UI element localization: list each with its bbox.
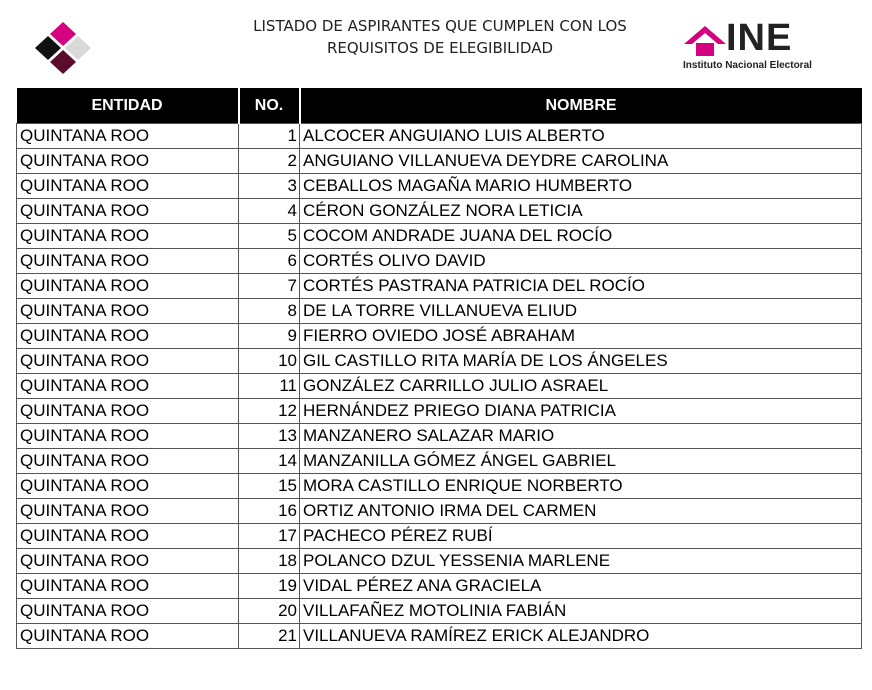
table-row (17, 599, 862, 624)
cell-entidad: QUINTANA ROO (17, 599, 239, 624)
document-header (0, 0, 872, 86)
cell-no: 5 (239, 224, 300, 249)
document-title (230, 15, 650, 59)
column-header-nombre: NOMBRE (300, 88, 862, 124)
table-row (17, 424, 862, 449)
cell-nombre: MANZANERO SALAZAR MARIO (300, 424, 862, 449)
cell-no: 10 (239, 349, 300, 374)
table-row (17, 374, 862, 399)
cell-no: 3 (239, 174, 300, 199)
table-row (17, 524, 862, 549)
cell-no: 4 (239, 199, 300, 224)
cell-entidad: QUINTANA ROO (17, 624, 239, 649)
cell-entidad: QUINTANA ROO (17, 349, 239, 374)
cell-no: 2 (239, 149, 300, 174)
cell-no: 12 (239, 399, 300, 424)
cell-entidad: QUINTANA ROO (17, 274, 239, 299)
cell-entidad: QUINTANA ROO (17, 449, 239, 474)
ine-logo (680, 17, 850, 74)
cell-nombre: DE LA TORRE VILLANUEVA ELIUD (300, 299, 862, 324)
cell-entidad: QUINTANA ROO (17, 424, 239, 449)
cell-entidad: QUINTANA ROO (17, 324, 239, 349)
table-row (17, 124, 862, 149)
ine-house-icon (684, 26, 726, 58)
table-row (17, 174, 862, 199)
cell-nombre: CORTÉS PASTRANA PATRICIA DEL ROCÍO (300, 274, 862, 299)
cell-no: 8 (239, 299, 300, 324)
cell-no: 20 (239, 599, 300, 624)
cell-nombre: MORA CASTILLO ENRIQUE NORBERTO (300, 474, 862, 499)
cell-entidad: QUINTANA ROO (17, 399, 239, 424)
cell-nombre: VILLAFAÑEZ MOTOLINIA FABIÁN (300, 599, 862, 624)
cell-no: 18 (239, 549, 300, 574)
cell-nombre: VIDAL PÉREZ ANA GRACIELA (300, 574, 862, 599)
table-row (17, 324, 862, 349)
cell-entidad: QUINTANA ROO (17, 374, 239, 399)
column-header-no: NO. (239, 88, 300, 124)
table-row (17, 399, 862, 424)
cell-no: 7 (239, 274, 300, 299)
cell-nombre: POLANCO DZUL YESSENIA MARLENE (300, 549, 862, 574)
table-body (17, 124, 862, 649)
table-header-row (17, 88, 862, 124)
cell-no: 15 (239, 474, 300, 499)
cell-entidad: QUINTANA ROO (17, 174, 239, 199)
cell-entidad: QUINTANA ROO (17, 549, 239, 574)
cell-nombre: MANZANILLA GÓMEZ ÁNGEL GABRIEL (300, 449, 862, 474)
table-row (17, 199, 862, 224)
cell-nombre: GONZÁLEZ CARRILLO JULIO ASRAEL (300, 374, 862, 399)
table-row (17, 574, 862, 599)
cell-no: 1 (239, 124, 300, 149)
cell-nombre: FIERRO OVIEDO JOSÉ ABRAHAM (300, 324, 862, 349)
cell-nombre: VILLANUEVA RAMÍREZ ERICK ALEJANDRO (300, 624, 862, 649)
cell-no: 6 (239, 249, 300, 274)
table-row (17, 274, 862, 299)
cell-nombre: HERNÁNDEZ PRIEGO DIANA PATRICIA (300, 399, 862, 424)
cell-no: 19 (239, 574, 300, 599)
column-header-entidad: ENTIDAD (17, 88, 239, 124)
cell-entidad: QUINTANA ROO (17, 474, 239, 499)
ine-logo-text: INE (726, 17, 793, 59)
cell-entidad: QUINTANA ROO (17, 524, 239, 549)
cell-no: 13 (239, 424, 300, 449)
cell-nombre: CORTÉS OLIVO DAVID (300, 249, 862, 274)
cell-nombre: COCOM ANDRADE JUANA DEL ROCÍO (300, 224, 862, 249)
table-row (17, 249, 862, 274)
table-row (17, 149, 862, 174)
cell-nombre: ORTIZ ANTONIO IRMA DEL CARMEN (300, 499, 862, 524)
cell-no: 11 (239, 374, 300, 399)
cell-nombre: ALCOCER ANGUIANO LUIS ALBERTO (300, 124, 862, 149)
cell-no: 16 (239, 499, 300, 524)
cell-no: 21 (239, 624, 300, 649)
table-row (17, 624, 862, 649)
aspirants-table (16, 88, 862, 649)
cell-nombre: PACHECO PÉREZ RUBÍ (300, 524, 862, 549)
title-line-1: LISTADO DE ASPIRANTES QUE CUMPLEN CON LOS (253, 17, 627, 35)
cell-nombre: GIL CASTILLO RITA MARÍA DE LOS ÁNGELES (300, 349, 862, 374)
table-row (17, 224, 862, 249)
cell-entidad: QUINTANA ROO (17, 224, 239, 249)
ine-diamond-logo-icon (30, 20, 96, 74)
table-row (17, 499, 862, 524)
table-row (17, 449, 862, 474)
cell-no: 14 (239, 449, 300, 474)
table-row (17, 549, 862, 574)
cell-no: 9 (239, 324, 300, 349)
cell-entidad: QUINTANA ROO (17, 124, 239, 149)
cell-entidad: QUINTANA ROO (17, 499, 239, 524)
cell-entidad: QUINTANA ROO (17, 574, 239, 599)
cell-nombre: CÉRON GONZÁLEZ NORA LETICIA (300, 199, 862, 224)
cell-no: 17 (239, 524, 300, 549)
cell-entidad: QUINTANA ROO (17, 249, 239, 274)
cell-nombre: ANGUIANO VILLANUEVA DEYDRE CAROLINA (300, 149, 862, 174)
title-line-2: REQUISITOS DE ELEGIBILIDAD (326, 39, 554, 57)
cell-entidad: QUINTANA ROO (17, 149, 239, 174)
cell-entidad: QUINTANA ROO (17, 299, 239, 324)
table-row (17, 299, 862, 324)
table-row (17, 474, 862, 499)
table-row (17, 349, 862, 374)
cell-nombre: CEBALLOS MAGAÑA MARIO HUMBERTO (300, 174, 862, 199)
ine-logo-subtitle: Instituto Nacional Electoral (683, 60, 812, 71)
cell-entidad: QUINTANA ROO (17, 199, 239, 224)
